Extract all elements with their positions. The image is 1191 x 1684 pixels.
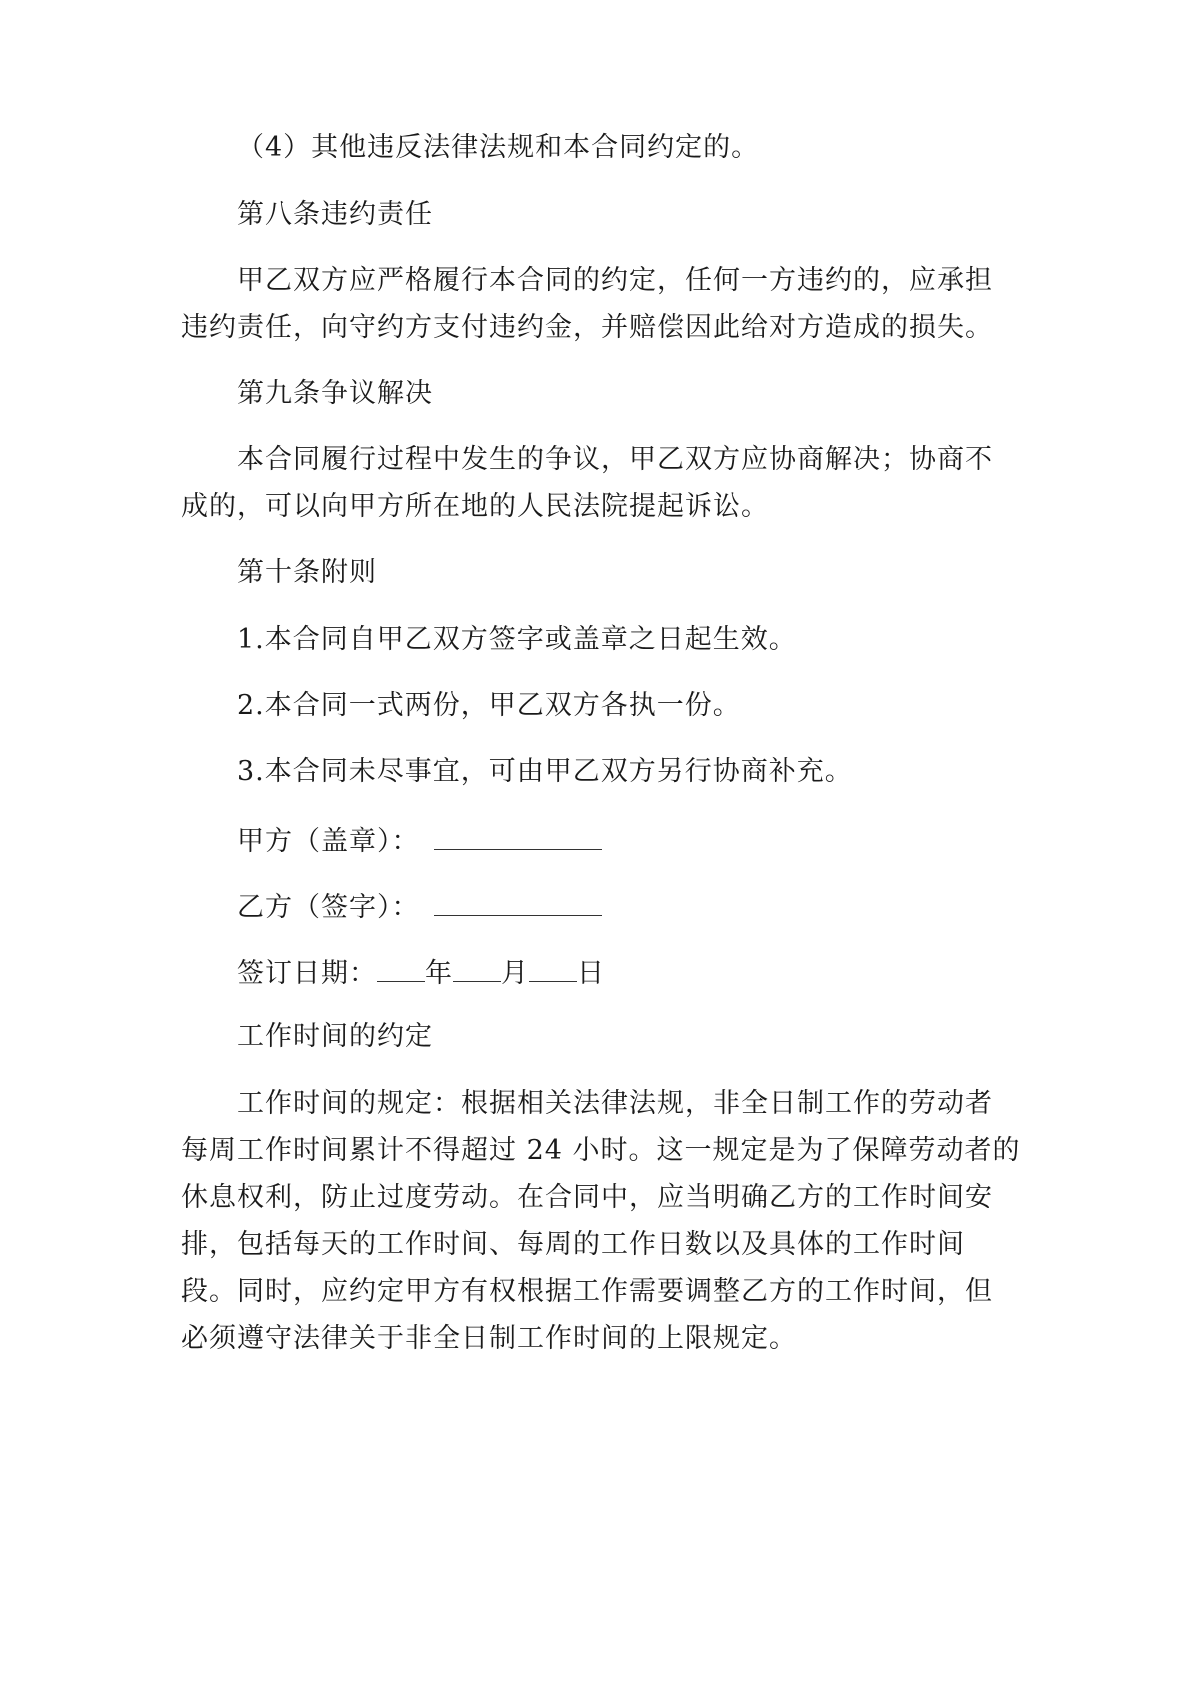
work-time-line-6: 必须遵守法律关于非全日制工作时间的上限规定。 xyxy=(181,1323,797,1354)
party-a-blank xyxy=(434,821,602,850)
work-time-line-5: 段。同时，应约定甲方有权根据工作需要调整乙方的工作时间，但 xyxy=(181,1276,993,1307)
party-a-label: 甲方（盖章）： xyxy=(237,826,420,857)
article-10-heading: 第十条附则 xyxy=(237,557,377,588)
article-8-line-2: 违约责任，向守约方支付违约金，并赔偿因此给对方造成的损失。 xyxy=(181,312,993,343)
year-label: 年 xyxy=(425,958,453,989)
work-time-line-3: 休息权利，防止过度劳动。在合同中，应当明确乙方的工作时间安 xyxy=(181,1182,993,1213)
party-b-blank xyxy=(434,887,602,916)
article-10-item-2: 2.本合同一式两份，甲乙双方各执一份。 xyxy=(237,690,741,721)
article-10-item-1: 1.本合同自甲乙双方签字或盖章之日起生效。 xyxy=(237,624,797,655)
article-9-heading: 第九条争议解决 xyxy=(237,378,433,409)
work-time-line-4: 排，包括每天的工作时间、每周的工作日数以及具体的工作时间 xyxy=(181,1229,965,1260)
sign-date-label: 签订日期： xyxy=(237,958,377,989)
article-9-line-1: 本合同履行过程中发生的争议，甲乙双方应协商解决；协商不 xyxy=(237,444,993,475)
sign-date-line xyxy=(237,953,605,992)
day-label: 日 xyxy=(577,958,605,989)
party-a-signature-line xyxy=(237,821,602,860)
party-b-label: 乙方（签字）： xyxy=(237,892,420,923)
article-8-line-1: 甲乙双方应严格履行本合同的约定，任何一方违约的，应承担 xyxy=(237,265,993,296)
article-8-heading: 第八条违约责任 xyxy=(237,199,433,230)
day-blank xyxy=(529,953,577,982)
month-blank xyxy=(453,953,501,982)
work-time-line-2: 每周工作时间累计不得超过 24 小时。这一规定是为了保障劳动者的 xyxy=(181,1135,1021,1166)
work-time-heading: 工作时间的约定 xyxy=(237,1021,433,1052)
year-blank xyxy=(377,953,425,982)
party-b-signature-line xyxy=(237,887,602,926)
month-label: 月 xyxy=(501,958,529,989)
article-9-line-2: 成的，可以向甲方所在地的人民法院提起诉讼。 xyxy=(181,491,769,522)
work-time-line-1: 工作时间的规定：根据相关法律法规，非全日制工作的劳动者 xyxy=(237,1088,993,1119)
article-10-item-3: 3.本合同未尽事宜，可由甲乙双方另行协商补充。 xyxy=(237,756,853,787)
clause-item-4: （4）其他违反法律法规和本合同约定的。 xyxy=(237,132,760,163)
